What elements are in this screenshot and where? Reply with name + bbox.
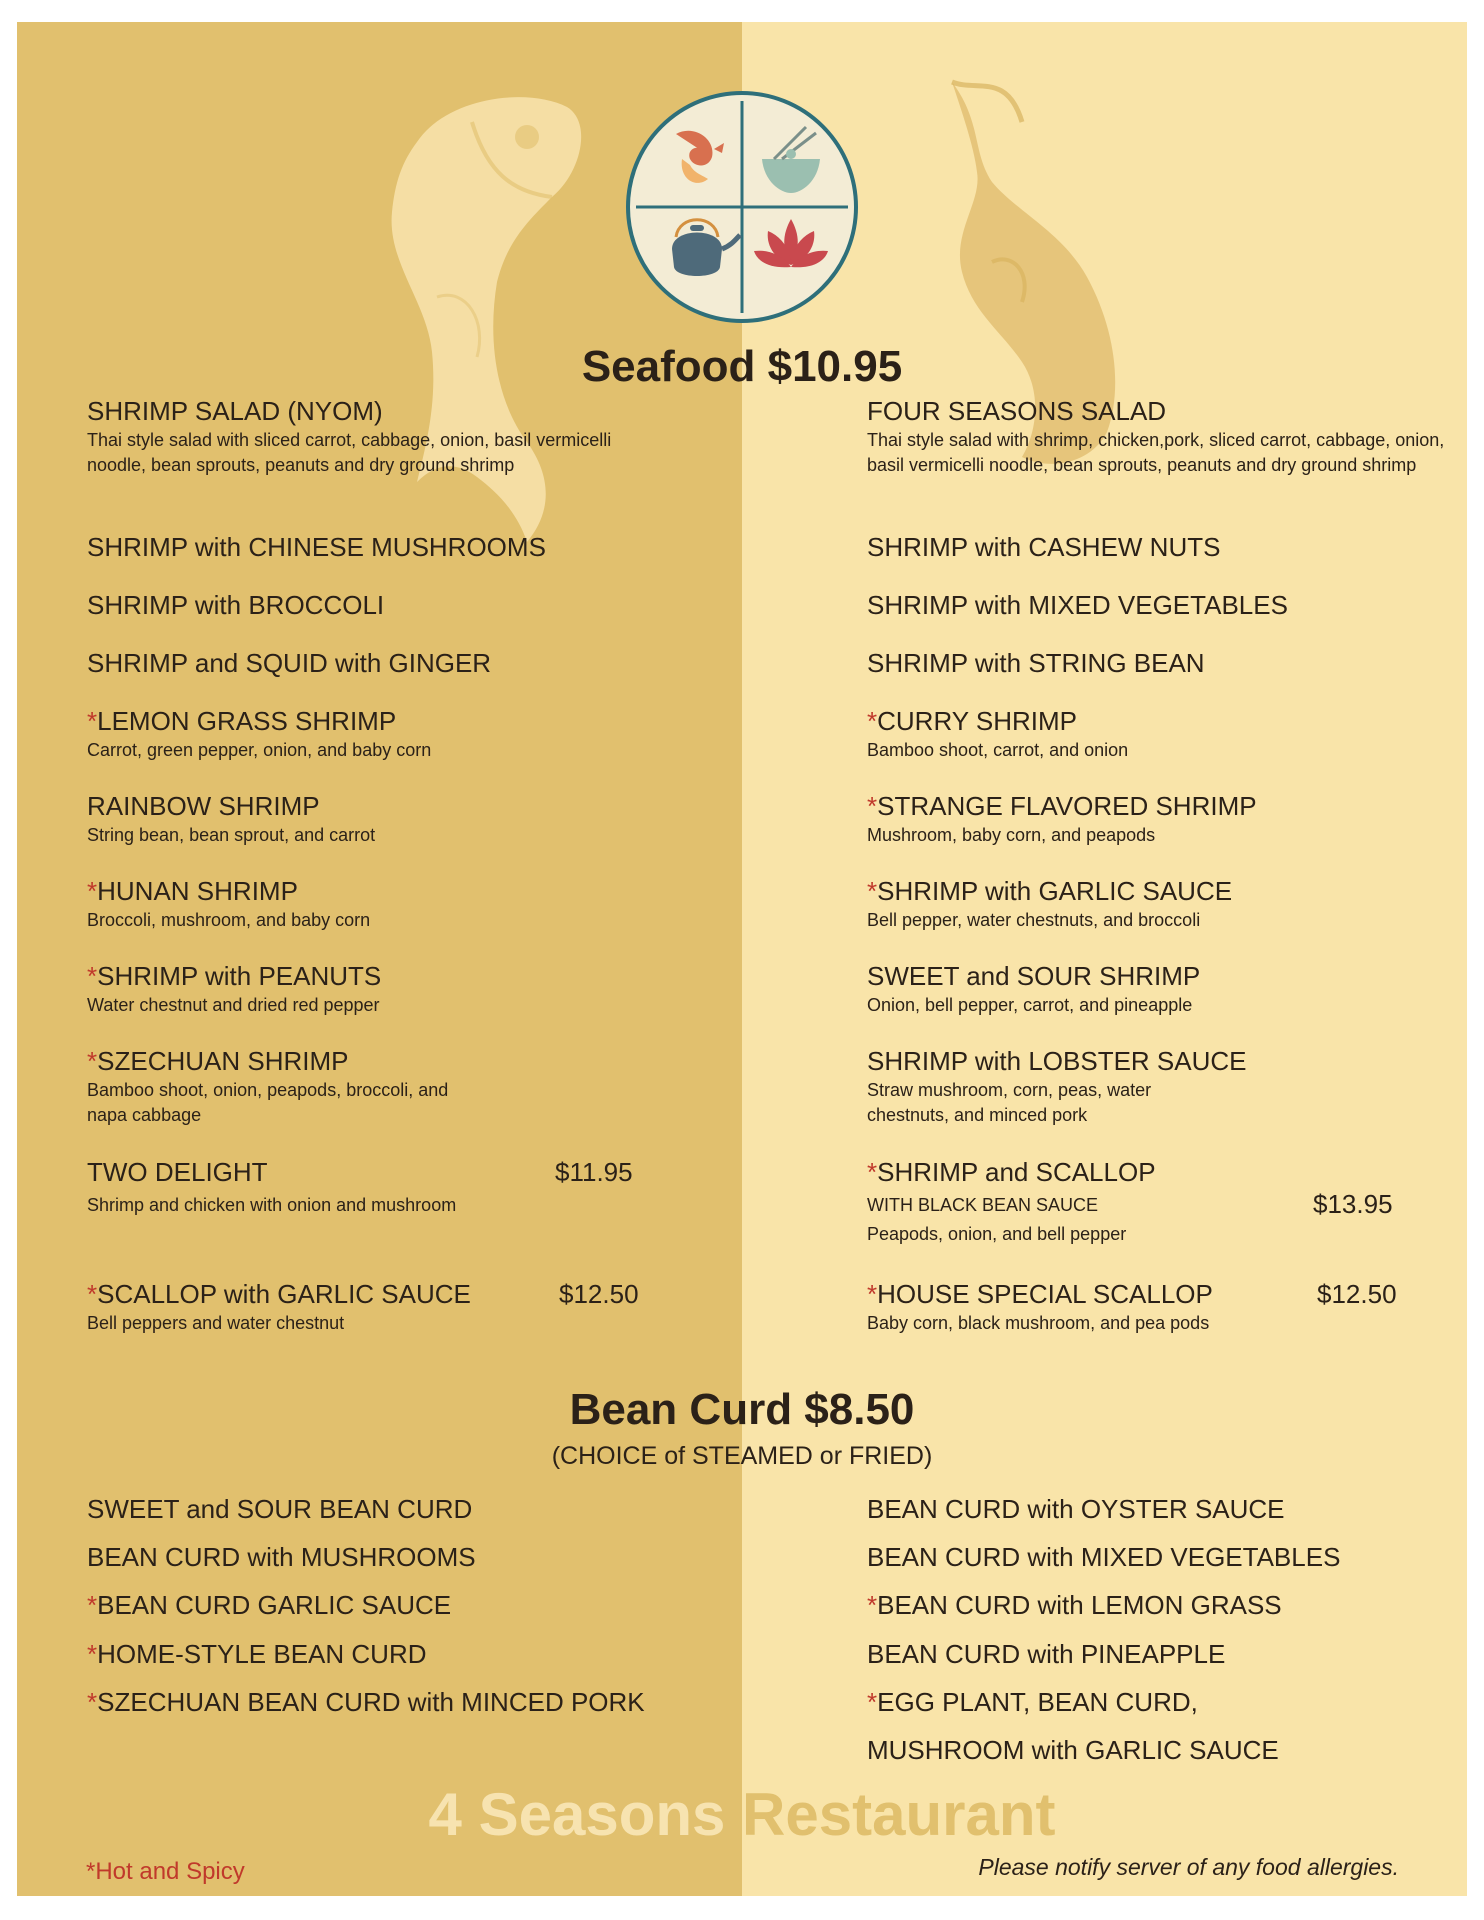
item-name: STRANGE FLAVORED SHRIMP xyxy=(877,791,1257,821)
item-name: SWEET and SOUR SHRIMP xyxy=(867,961,1201,991)
menu-item xyxy=(867,1279,1213,1336)
spicy-star: * xyxy=(867,706,878,736)
menu-item xyxy=(867,1046,1247,1128)
menu-item xyxy=(867,648,1205,678)
item-description: Peapods, onion, and bell pepper xyxy=(867,1224,1127,1244)
spicy-star: * xyxy=(867,791,878,821)
item-name: HOUSE SPECIAL SCALLOP xyxy=(877,1279,1213,1309)
menu-item xyxy=(87,590,384,620)
item-description: Mushroom, baby corn, and peapods xyxy=(867,825,1156,845)
bean-curd-item: *BEAN CURD GARLIC SAUCE xyxy=(87,1590,452,1620)
item-description: Straw mushroom, corn, peas, water chestnuts, and minced pork xyxy=(867,1080,1152,1125)
menu-item xyxy=(867,1157,1156,1247)
spicy-star: * xyxy=(87,876,98,906)
restaurant-name: 4 Seasons Restaurant xyxy=(428,1781,1056,1848)
spicy-star: * xyxy=(87,1046,98,1076)
menu-item xyxy=(867,961,1200,1018)
menu-item xyxy=(87,961,381,1018)
item-name: TWO DELIGHT xyxy=(87,1157,268,1187)
menu-item xyxy=(867,590,1288,620)
item-description: Thai style salad with sliced carrot, cabbage, onion, basil vermicelli noodle, bean sprouts, peanuts and dry ground shrimp xyxy=(87,430,612,475)
item-description: Bell peppers and water chestnut xyxy=(87,1313,345,1333)
four-seasons-emblem xyxy=(624,89,860,325)
spicy-star: * xyxy=(867,1157,878,1187)
bean-curd-item: SWEET and SOUR BEAN CURD xyxy=(87,1494,473,1524)
item-name: SHRIMP with STRING BEAN xyxy=(867,648,1205,678)
bean-curd-item: BEAN CURD with MUSHROOMS xyxy=(87,1542,476,1572)
menu-item xyxy=(87,706,431,763)
item-name: SHRIMP and SQUID with GINGER xyxy=(87,648,492,678)
spicy-star: * xyxy=(87,1279,98,1309)
bean-curd-item: MUSHROOM with GARLIC SAUCE xyxy=(867,1735,1279,1765)
item-price: $11.95 xyxy=(555,1157,633,1187)
item-name: RAINBOW SHRIMP xyxy=(87,791,320,821)
bean-curd-subheading: (CHOICE of STEAMED or FRIED) xyxy=(551,1442,933,1470)
bean-curd-item: *BEAN CURD with LEMON GRASS xyxy=(867,1590,1282,1620)
item-description: Water chestnut and dried red pepper xyxy=(87,995,380,1015)
item-subtitle: WITH BLACK BEAN SAUCE xyxy=(867,1195,1099,1215)
spicy-star: * xyxy=(867,876,878,906)
item-name: CURRY SHRIMP xyxy=(877,706,1077,736)
menu-page xyxy=(17,22,1467,1896)
item-description: Shrimp and chicken with onion and mushroom xyxy=(87,1195,457,1215)
item-name: LEMON GRASS SHRIMP xyxy=(97,706,397,736)
menu-item xyxy=(87,791,375,848)
menu-item xyxy=(87,532,546,562)
bean-curd-item: *EGG PLANT, BEAN CURD, xyxy=(867,1687,1198,1717)
bean-curd-item: BEAN CURD with PINEAPPLE xyxy=(867,1639,1226,1669)
item-description: Baby corn, black mushroom, and pea pods xyxy=(867,1313,1210,1333)
item-name: SZECHUAN SHRIMP xyxy=(97,1046,349,1076)
item-price: $12.50 xyxy=(559,1279,639,1309)
item-description: Bamboo shoot, onion, peapods, broccoli, and napa cabbage xyxy=(87,1080,449,1125)
menu-item xyxy=(867,706,1128,763)
item-description: Bell pepper, water chestnuts, and broccoli xyxy=(867,910,1201,930)
item-description: Thai style salad with shrimp, chicken,pork, sliced carrot, cabbage, onion, basil vermicelli noodle, bean sprouts, peanuts and dry ground shrimp xyxy=(867,430,1445,475)
item-price: $13.95 xyxy=(1313,1189,1393,1219)
item-description: Carrot, green pepper, onion, and baby corn xyxy=(87,740,432,760)
item-description: Broccoli, mushroom, and baby corn xyxy=(87,910,371,930)
item-description: String bean, bean sprout, and carrot xyxy=(87,825,376,845)
spicy-star: * xyxy=(867,1279,878,1309)
item-name: SHRIMP SALAD (NYOM) xyxy=(87,396,383,426)
bean-curd-item: BEAN CURD with OYSTER SAUCE xyxy=(867,1494,1285,1524)
koi-fish-left-icon xyxy=(377,82,607,552)
item-name: SCALLOP with GARLIC SAUCE xyxy=(97,1279,471,1309)
item-name: SHRIMP with CHINESE MUSHROOMS xyxy=(87,532,546,562)
allergy-note: Please notify server of any food allergies. xyxy=(978,1854,1399,1880)
menu-item xyxy=(87,1046,457,1128)
menu-item xyxy=(87,396,647,478)
menu-item xyxy=(867,532,1220,562)
item-description: Bamboo shoot, carrot, and onion xyxy=(867,740,1129,760)
item-name: SHRIMP with CASHEW NUTS xyxy=(867,532,1221,562)
menu-item xyxy=(867,396,1447,478)
item-price: $12.50 xyxy=(1317,1279,1397,1309)
bean-curd-item: *HOME-STYLE BEAN CURD xyxy=(87,1639,427,1669)
item-name: FOUR SEASONS SALAD xyxy=(867,396,1167,426)
menu-item xyxy=(867,876,1232,933)
item-name: SHRIMP with GARLIC SAUCE xyxy=(877,876,1233,906)
bean-curd-item: *SZECHUAN BEAN CURD with MINCED PORK xyxy=(87,1687,645,1717)
menu-item xyxy=(87,1157,456,1218)
item-name: SHRIMP and SCALLOP xyxy=(877,1157,1156,1187)
item-name: SHRIMP with BROCCOLI xyxy=(87,590,385,620)
item-name: SHRIMP with PEANUTS xyxy=(97,961,382,991)
hot-spicy-note: *Hot and Spicy xyxy=(86,1858,245,1885)
bean-curd-heading: Bean Curd $8.50 xyxy=(569,1385,915,1434)
spicy-star: * xyxy=(87,706,98,736)
item-description: Onion, bell pepper, carrot, and pineapple xyxy=(867,995,1193,1015)
menu-item xyxy=(87,648,491,678)
item-name: SHRIMP with LOBSTER SAUCE xyxy=(867,1046,1247,1076)
menu-item xyxy=(867,791,1257,848)
bean-curd-item: BEAN CURD with MIXED VEGETABLES xyxy=(867,1542,1341,1572)
item-name: SHRIMP with MIXED VEGETABLES xyxy=(867,590,1288,620)
menu-item xyxy=(87,1279,471,1336)
menu-item xyxy=(87,876,370,933)
seafood-heading: Seafood $10.95 xyxy=(581,342,903,391)
item-name: HUNAN SHRIMP xyxy=(97,876,298,906)
spicy-star: * xyxy=(87,961,98,991)
